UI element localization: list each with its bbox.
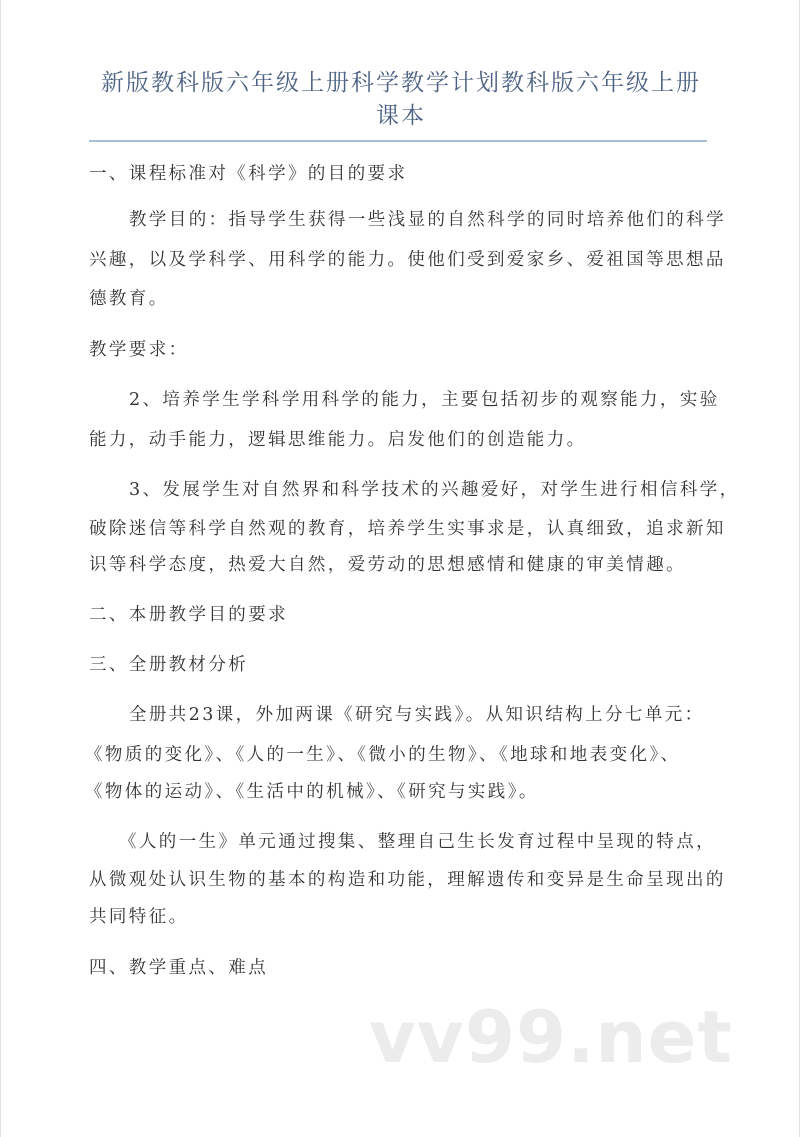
title-divider: [89, 140, 707, 142]
paragraph-line: 教学目的：指导学生获得一些浅显的自然科学的同时培养他们的科学: [129, 210, 726, 230]
paragraph-line: 识等科学态度，热爱大自然，爱劳动的思想感情和健康的审美情趣。: [89, 555, 686, 575]
paragraph-line: 共同特征。: [89, 907, 189, 927]
document-title-line1: 新版教科版六年级上册科学教学计划教科版六年级上册: [101, 70, 701, 96]
document-title-line2: 课本: [376, 103, 426, 129]
section-heading-4: 四、教学重点、难点: [89, 958, 269, 978]
paragraph-line: 2、培养学生学科学用科学的能力，主要包括初步的观察能力，实验: [129, 390, 720, 410]
paragraph-line: 《物体的运动》、《生活中的机械》、《研究与实践》。: [85, 782, 539, 802]
paragraph-line: 从微观处认识生物的基本的构造和功能，理解遗传和变异是生命呈现出的: [89, 870, 726, 890]
watermark: vv99.net: [369, 995, 733, 1079]
section-heading-1: 一、课程标准对《科学》的目的要求: [89, 164, 408, 184]
paragraph-line: 全册共23课，外加两课《研究与实践》。从知识结构上分七单元：: [129, 705, 705, 725]
section-heading-3: 三、全册教材分析: [89, 655, 249, 675]
section-heading-2: 二、本册教学目的要求: [89, 605, 288, 625]
paragraph-line: 德教育。: [89, 289, 169, 309]
paragraph-line: 《人的一生》单元通过搜集、整理自己生长发育过程中呈现的特点，: [119, 832, 716, 852]
requirements-label: 教学要求：: [89, 340, 189, 360]
paragraph-line: 《物质的变化》、《人的一生》、《微小的生物》、《地球和地表变化》、: [85, 745, 681, 765]
paragraph-line: 3、发展学生对自然界和科学技术的兴趣爱好，对学生进行相信科学，: [129, 480, 740, 500]
paragraph-line: 能力，动手能力，逻辑思维能力。启发他们的创造能力。: [89, 430, 587, 450]
paragraph-line: 兴趣，以及学科学、用科学的能力。使他们受到爱家乡、爱祖国等思想品: [89, 250, 726, 270]
paragraph-line: 破除迷信等科学自然观的教育，培养学生实事求是，认真细致，追求新知: [89, 519, 726, 539]
